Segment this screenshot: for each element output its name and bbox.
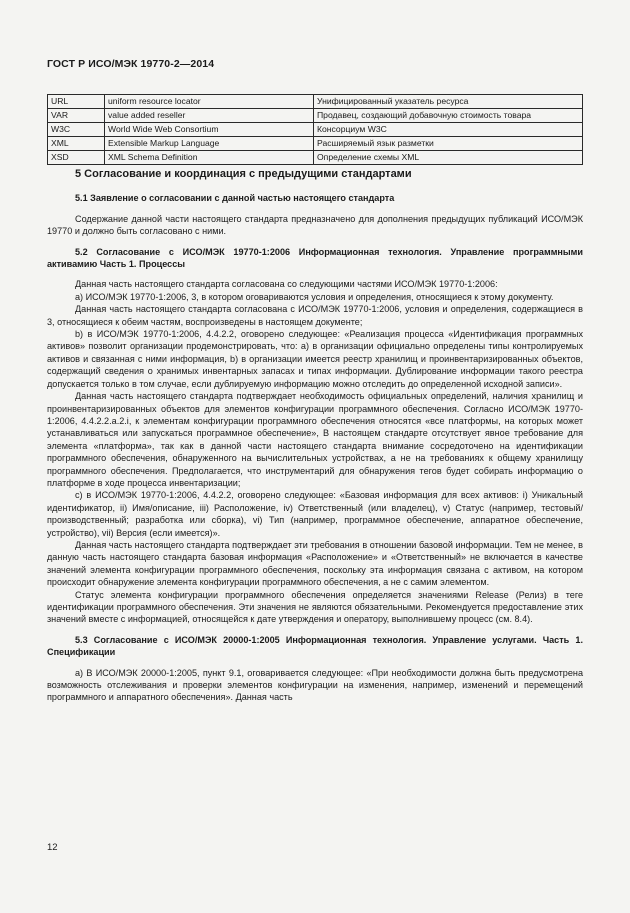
paragraph: Данная часть настоящего стандарта подтверждает необходимость официальных определений, наличия хранилищ и проинвентаризированных объектов для элементов конфигурации программного обеспечения. Согласно ИСО/МЭК 19770-1:2006, 4.4.2.2.а.2.i, к элементам конфигурации программного обеспечения относятся «все платформы, на которых может устанавливаться или запускаться программное обеспечение», В настоящем стандарте отсутствует явное требование для элемента «платформа», так как в данной части настоящего стандарта внимание сосредоточено на идентификации программного обеспечения, обнаруженного на вычислительных устройствах, а не на требованиях к общему хранилищу программного обеспечения. Предполагается, что инструментарий для обнаружения тегов будет собирать информацию о платформе в ходе процесса инвентаризации; — [47, 391, 583, 488]
section-5-1-heading: 5.1 Заявление о согласовании с данной частью настоящего стандарта — [75, 193, 395, 204]
abbr-english-cell: value added reseller — [105, 109, 314, 123]
table-row — [48, 137, 583, 151]
abbr-term-cell: XSD — [48, 151, 105, 165]
standard-header: ГОСТ Р ИСО/МЭК 19770-2—2014 — [47, 58, 215, 70]
abbr-term-cell: XML — [48, 137, 105, 151]
paragraph: b) в ИСО/МЭК 19770-1:2006, 4.4.2.2, оговорено следующее: «Реализация процесса «Идентификация программных активов» позволит организации продемонстрировать, что: a) в организации официально определены типы контролируемых активов и связанная с ними информация, b) в организации имеется реестр хранилищ и проинвентаризированных объектов, содержащий сведения о хранимых инвентарных запасах и типах информации. Дублирование информации такого реестра допускается только в том случае, если дублируемую информацию можно отследить до определенной исходной записи». — [47, 329, 583, 389]
page-number: 12 — [47, 842, 58, 853]
section-5-3-heading: 5.3 Согласование с ИСО/МЭК 20000-1:2005 Информационная технология. Управление услугами. Часть 1. Спецификации — [47, 634, 583, 658]
section-5-2-body — [47, 278, 583, 625]
section-5-2-heading: 5.2 Согласование с ИСО/МЭК 19770-1:2006 Информационная технология. Управление программными активамию Часть 1. Процессы — [47, 246, 583, 270]
abbr-russian-cell: Консорциум W3C — [314, 123, 583, 137]
abbr-english-cell: uniform resource locator — [105, 95, 314, 109]
paragraph: а) В ИСО/МЭК 20000-1:2005, пункт 9.1, оговаривается следующее: «При необходимости должна быть предусмотрена возможность отслеживания и проверки элементов конфигурации на изменения, например, изменений и перемещений программного и аппаратного обеспечения». Данная часть — [47, 667, 583, 703]
abbr-russian-cell: Определение схемы XML — [314, 151, 583, 165]
paragraph: Данная часть настоящего стандарта согласована со следующими частями ИСО/МЭК 19770-1:2006: — [75, 279, 498, 290]
paragraph: Статус элемента конфигурации программного обеспечения определяется значениями Release (Релиз) в теге идентификации программного обеспечения. Эти значения не являются обязательными. Рекомендуется предоставление этих значений вместе с информацией, относящейся к дате утверждения и оператору, выполнившему процесс (см. 8.4). — [47, 589, 583, 625]
abbr-russian-cell: Унифицированный указатель ресурса — [314, 95, 583, 109]
table-row — [48, 95, 583, 109]
abbreviations-table — [47, 94, 583, 165]
abbr-english-cell: Extensible Markup Language — [105, 137, 314, 151]
paragraph: с) в ИСО/МЭК 19770-1:2006, 4.4.2.2, оговорено следующее: «Базовая информация для всех активов: i) Уникальный идентификатор, ii) Имя/описание, iii) Расположение, iv) Ответственный (или владелец), v) Статус (например, тестовый/производственный; разработка или сборка), vi) Тип (например, программное обеспечение, аппаратное обеспечение, устройство), vii) Версия (если имеется)». — [47, 490, 583, 538]
abbr-term-cell: VAR — [48, 109, 105, 123]
section-5-heading: 5 Согласование и координация с предыдущими стандартами — [75, 168, 412, 180]
document-body — [47, 168, 583, 704]
abbr-term-cell: W3C — [48, 123, 105, 137]
table-row — [48, 151, 583, 165]
table-row — [48, 109, 583, 123]
abbr-english-cell: World Wide Web Consortium — [105, 123, 314, 137]
paragraph: Данная часть настоящего стандарта согласована с ИСО/МЭК 19770-1:2006, условия и определения, содержащиеся в 3, относящиеся к обеим частям, воспроизведены в настоящем документе; — [47, 304, 583, 327]
paragraph: Данная часть настоящего стандарта подтверждает эти требования в отношении базовой информации. Тем не менее, в данную часть настоящего стандарта базовая информация «Расположение» и «Ответственный» не включается в качестве значений элемента конфигурации программного обеспечения, поскольку эта информация связана с активом, на котором происходит обнаружение элемента конфигурации программного обеспечения, а не с самим элементом. — [47, 539, 583, 588]
table-row — [48, 123, 583, 137]
abbr-russian-cell: Продавец, создающий добавочную стоимость товара — [314, 109, 583, 123]
abbr-english-cell: XML Schema Definition — [105, 151, 314, 165]
abbr-term-cell: URL — [48, 95, 105, 109]
paragraph: а) ИСО/МЭК 19770-1:2006, 3, в котором оговариваются условия и определения, относящиеся к этому документу. — [75, 291, 554, 302]
abbr-russian-cell: Расширяемый язык разметки — [314, 137, 583, 151]
paragraph: Содержание данной части настоящего стандарта предназначено для дополнения предыдущих публикаций ИСО/МЭК 19770 и должно быть согласовано с ними. — [47, 213, 583, 237]
